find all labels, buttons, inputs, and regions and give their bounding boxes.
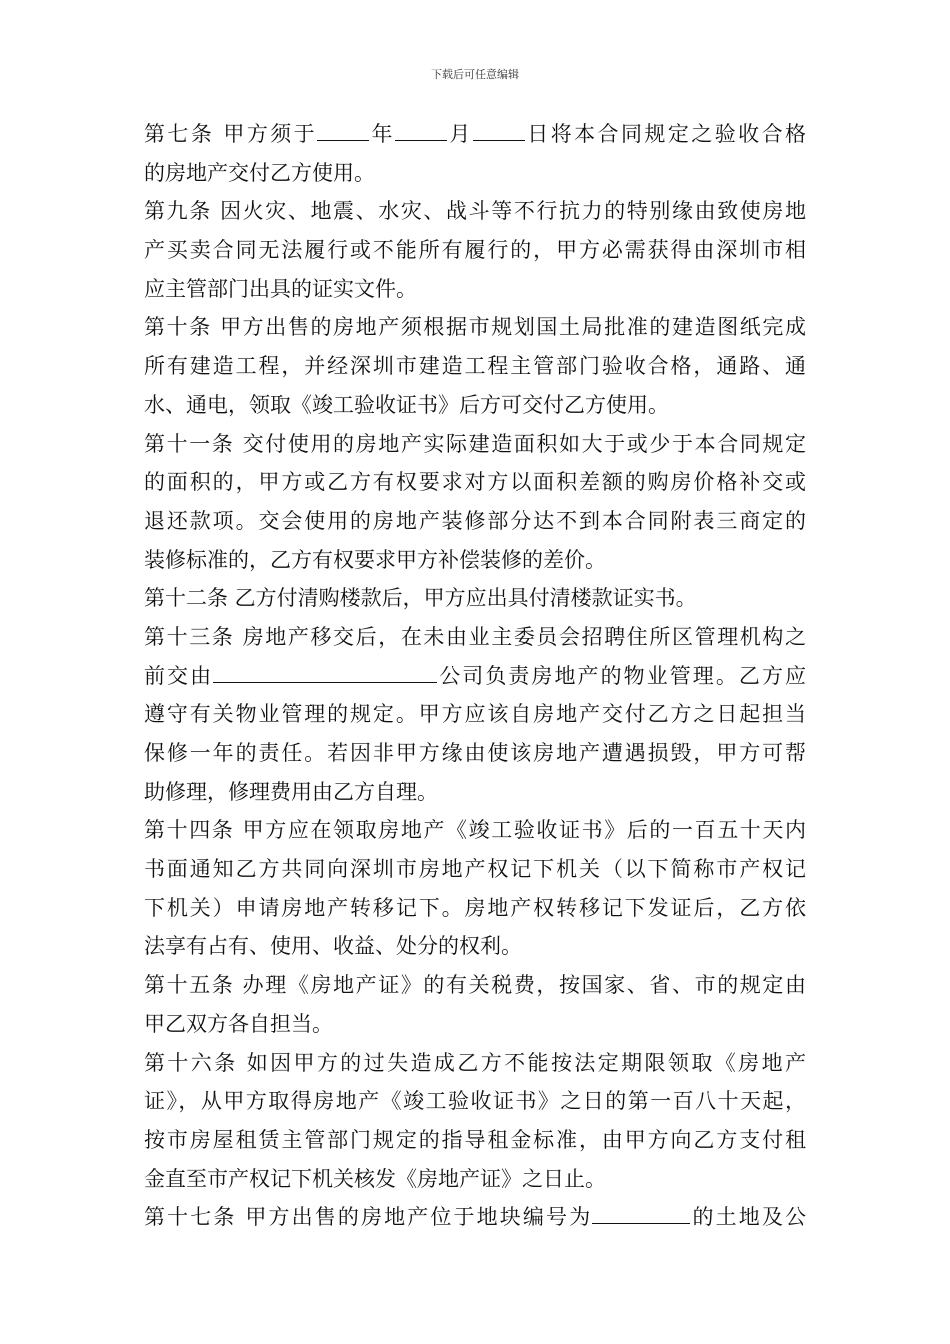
text-line: 第十条 甲方出售的房地产须根据市规划国土局批准的建造图纸完成 [144,315,806,340]
text-line: 第十四条 甲方应在领取房地产《竣工验收证书》后的一百五十天内 [144,818,806,843]
text-line: 证》，从甲方取得房地产《竣工验收证书》之日的第一百八十天起， [144,1089,806,1114]
contract-body [144,115,806,1237]
fill-blank-day [473,122,525,141]
text-segment: 的土地及公 [690,1205,806,1230]
text-line: 第十五条 办理《房地产证》的有关税费，按国家、省、市的规定由 [144,973,806,998]
text-line [144,657,806,696]
text-line: 退还款项。交会使用的房地产装修部分达不到本合同附表三商定的 [144,508,806,533]
text-line: 法享有占有、使用、收益、处分的权利。 [144,934,522,959]
fill-blank-month [395,122,447,141]
text-line: 遵守有关物业管理的规定。甲方应该自房地产交付乙方之日起担当 [144,702,806,727]
text-segment: 第十七条 甲方出售的房地产位于地块编号为 [144,1205,593,1230]
text-segment: 公司负责房地产的物业管理。乙方应 [437,663,806,688]
text-line: 第十二条 乙方付清购楼款后，甲方应出具付清楼款证实书。 [144,586,697,611]
text-line: 的面积的，甲方或乙方有权要求对方以面积差额的购房价格补交或 [144,470,806,495]
text-line: 第十三条 房地产移交后，在未由业主委员会招聘住所区管理机构之 [144,624,806,649]
text-segment: 第七条 甲方须于 [144,122,318,146]
fill-blank-year [317,122,369,141]
page-header: 下载后可任意编辑 [431,68,519,81]
text-line: 的房地产交付乙方使用。 [144,160,375,185]
text-line: 金直至市产权记下机关核发《房地产证》之日止。 [144,1166,606,1191]
text-line: 产买卖合同无法履行或不能所有履行的，甲方必需获得由深圳市相 [144,238,806,263]
text-segment: 年 [369,122,395,146]
text-line: 水、通电，领取《竣工验收证书》后方可交付乙方使用。 [144,392,669,417]
text-line: 第九条 因火灾、地震、水灾、战斗等不行抗力的特别缘由致使房地 [144,199,806,224]
text-line: 按市房屋租赁主管部门规定的指导租金标准，由甲方向乙方支付租 [144,1127,806,1152]
text-line: 书面通知乙方共同向深圳市房地产权记下机关（以下简称市产权记 [144,857,806,882]
text-line: 第十六条 如因甲方的过失造成乙方不能按法定期限领取《房地产 [144,1050,806,1075]
text-line: 装修标准的，乙方有权要求甲方补偿装修的差价。 [144,547,606,572]
text-line: 甲乙双方各自担当。 [144,1011,333,1036]
text-line: 第十一条 交付使用的房地产实际建造面积如大于或少于本合同规定 [144,431,806,456]
text-line: 应主管部门出具的证实文件。 [144,276,417,301]
text-segment: 月 [446,122,473,146]
text-line: 助修理，修理费用由乙方自理。 [144,779,438,804]
text-line [144,1198,806,1237]
text-line: 下机关）申请房地产转移记下。房地产权转移记下发证后，乙方依 [144,895,806,920]
text-segment: 前交由 [144,663,214,688]
text-line: 保修一年的责任。若因非甲方缘由使该房地产遭遇损毁，甲方可帮 [144,741,806,765]
text-line [144,115,806,154]
fill-blank-plot-number [592,1205,690,1224]
fill-blank-company [213,664,437,683]
text-segment: 日将本合同规定之验收合格 [524,122,806,146]
text-line: 所有建造工程，并经深圳市建造工程主管部门验收合格，通路、通 [144,354,806,379]
